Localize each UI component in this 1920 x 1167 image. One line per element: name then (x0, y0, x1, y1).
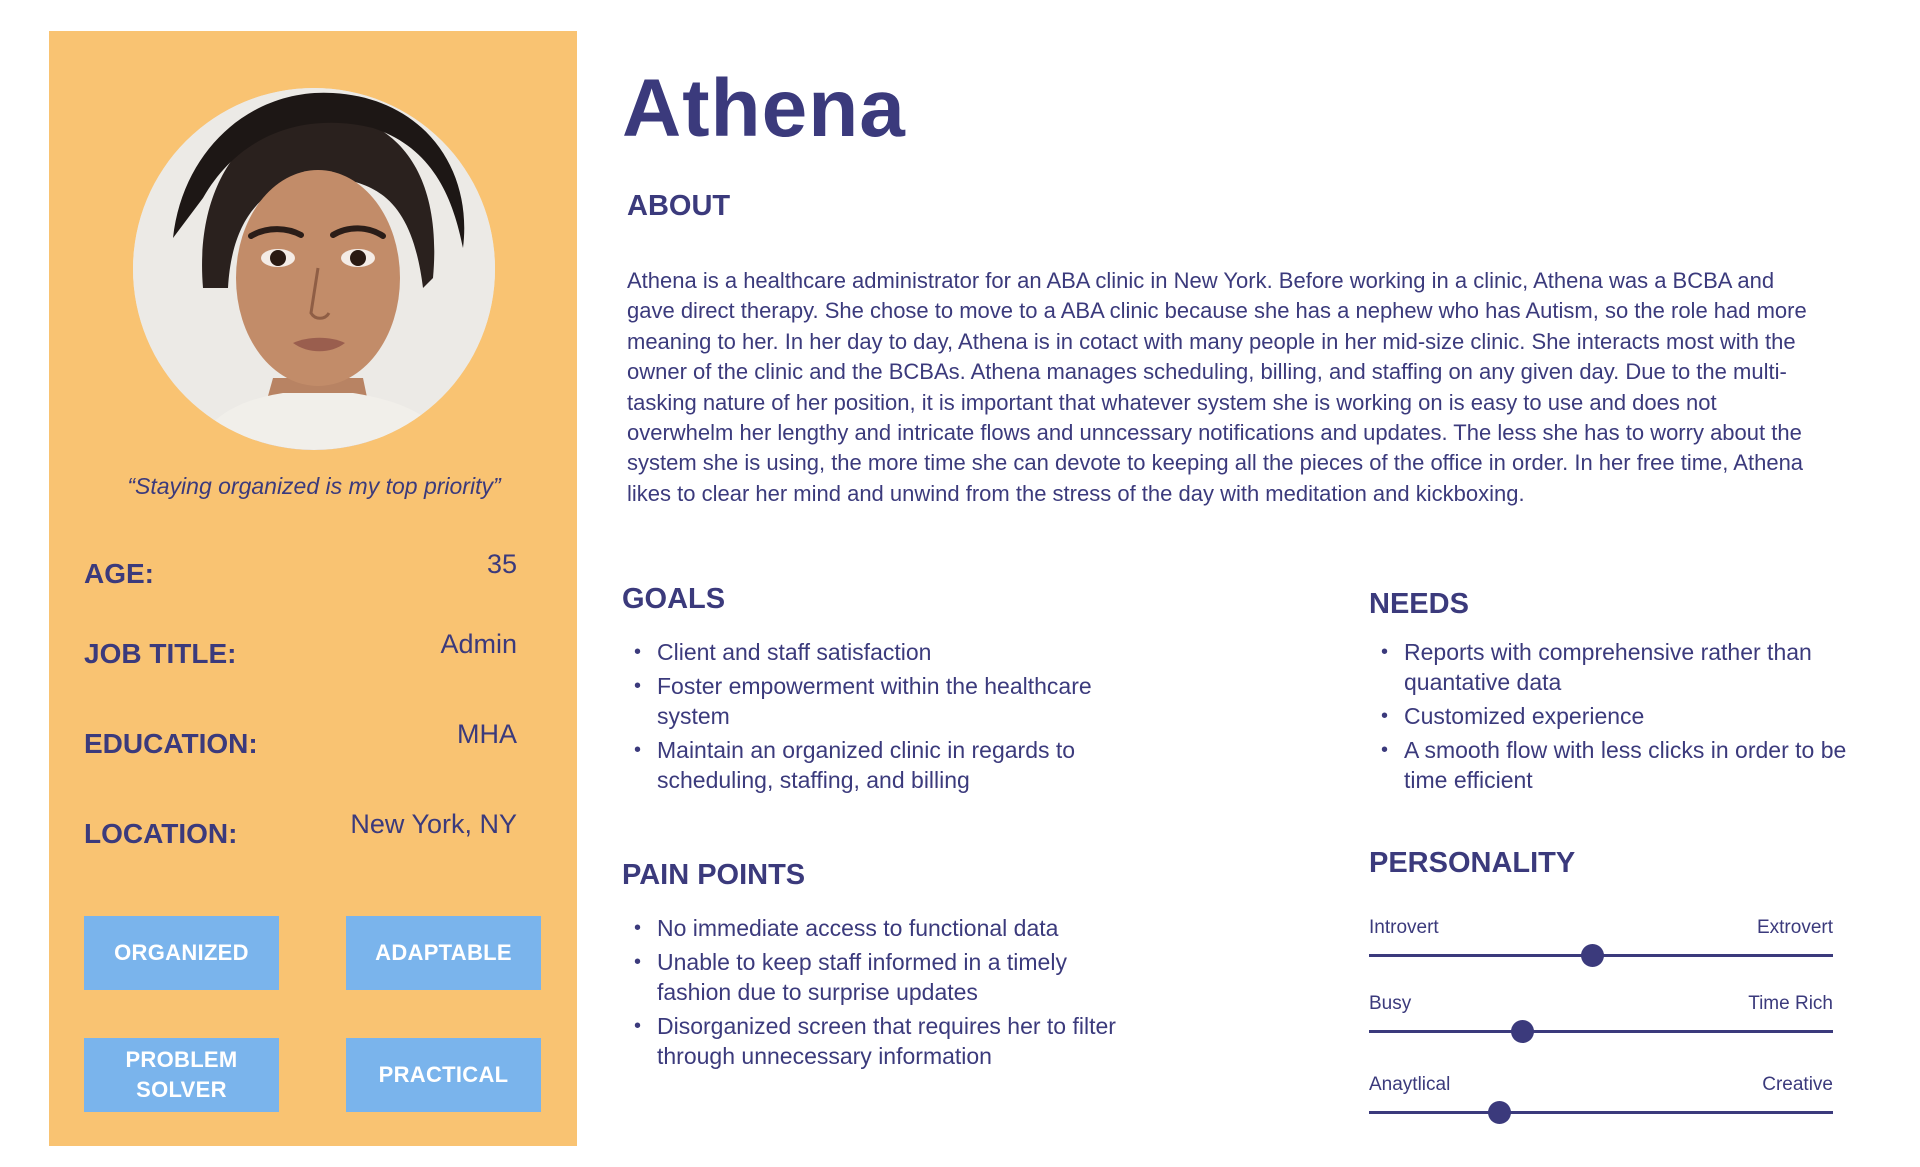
list-item: • Customized experience (1369, 701, 1869, 731)
list-item: • Unable to keep staff informed in a timely fashion due to surprise updates (622, 947, 1142, 1007)
slider-right-label: Time Rich (1748, 993, 1833, 1014)
list-item: • A smooth flow with less clicks in order to be time efficient (1369, 735, 1869, 795)
trait-badge: PROBLEM SOLVER (84, 1038, 279, 1112)
goals-heading: GOALS (622, 583, 726, 615)
list-item: • No immediate access to functional data (622, 913, 1142, 943)
location-value: New York, NY (350, 809, 517, 839)
goals-list (622, 637, 1142, 799)
needs-list (1369, 637, 1869, 799)
slider-left-label: Introvert (1369, 917, 1439, 938)
trait-badge: ADAPTABLE (346, 916, 541, 990)
about-text: Athena is a healthcare administrator for an ABA clinic in New York. Before working in a clinic, Athena was a BCBA and gave direct therapy. She chose to move to a ABA clinic because she has a nephew who has Autism, so the role had more meaning to her. In her day to day, Athena is in cotact with many people in her mid-size clinic. She interacts most with the owner of the clinic and the BCBAs. Athena manages scheduling, billing, and staffing on any given day. Due to the multi-tasking nature of her position, it is important that whatever system she is working on is easy to use and does not overwhelm her lengthy and intricate flows and unncessary notifications and updates. The less she has to worry about the system she is using, the more time she can devote to keeping all the pieces of the office in order. In her free time, Athena likes to clear her mind and unwind from the stress of the day with meditation and kickboxing. (627, 268, 1807, 506)
job-title-label: JOB TITLE: (84, 638, 237, 669)
slider-knob (1488, 1101, 1511, 1124)
pain-points-list (622, 913, 1142, 1075)
education-label: EDUCATION: (84, 728, 258, 759)
slider-knob (1581, 944, 1604, 967)
pain-points-heading: PAIN POINTS (622, 859, 806, 891)
slider-left-label: Busy (1369, 993, 1412, 1014)
trait-badge: PRACTICAL (346, 1038, 541, 1112)
slider-track (1369, 1030, 1833, 1033)
slider-right-label: Extrovert (1756, 917, 1833, 938)
slider-knob (1511, 1020, 1534, 1043)
age-value: 35 (486, 549, 517, 579)
personality-slider-busy-timerich (1369, 993, 1833, 1053)
persona-quote: “Staying organized is my top priority” (127, 473, 501, 499)
personality-slider-introvert-extrovert (1369, 917, 1833, 977)
list-item: • Reports with comprehensive rather than quantative data (1369, 637, 1869, 697)
education-value: MHA (457, 719, 517, 749)
slider-right-label: Creative (1762, 1074, 1833, 1095)
personality-slider-analytical-creative (1369, 1074, 1833, 1134)
about-heading: ABOUT (627, 190, 731, 222)
list-item: • Foster empowerment within the healthcare system (622, 671, 1142, 731)
personality-heading: PERSONALITY (1369, 847, 1576, 879)
profile-card (49, 31, 577, 1146)
list-item: • Client and staff satisfaction (622, 637, 1142, 667)
needs-heading: NEEDS (1369, 588, 1469, 620)
persona-name: Athena (622, 63, 906, 154)
trait-badge: ORGANIZED (84, 916, 279, 990)
portrait-image (133, 88, 495, 450)
avatar (133, 88, 495, 450)
slider-left-label: Anaytlical (1369, 1074, 1451, 1095)
age-label: AGE: (84, 558, 154, 589)
list-item: • Maintain an organized clinic in regards to scheduling, staffing, and billing (622, 735, 1142, 795)
job-title-value: Admin (440, 629, 517, 659)
location-label: LOCATION: (84, 818, 238, 849)
list-item: • Disorganized screen that requires her to filter through unnecessary information (622, 1011, 1142, 1071)
slider-track (1369, 1111, 1833, 1114)
